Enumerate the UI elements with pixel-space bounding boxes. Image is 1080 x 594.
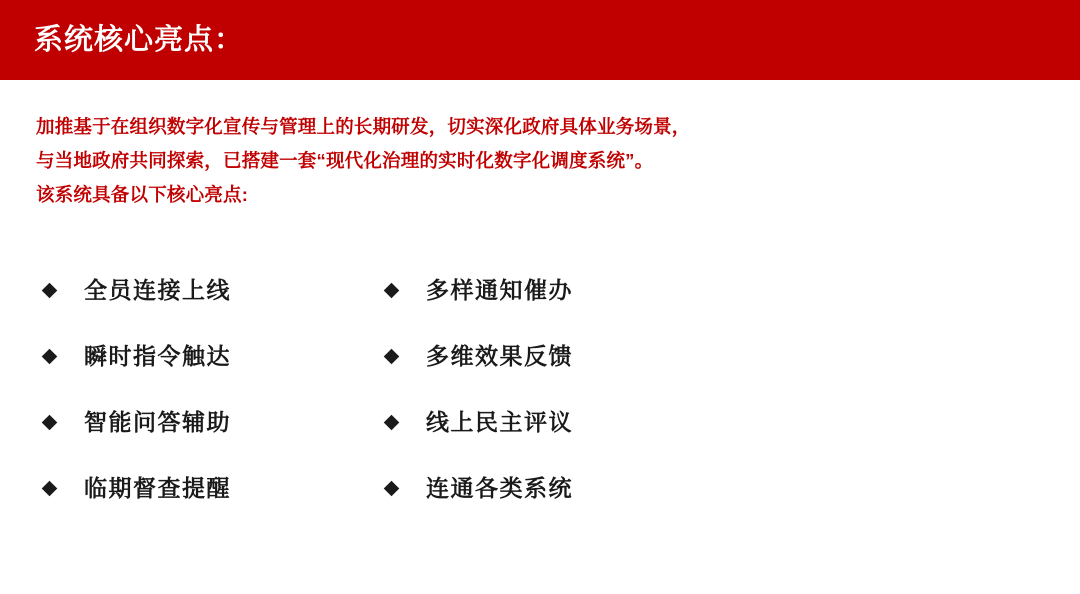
intro-line-1: 加推基于在组织数字化宣传与管理上的长期研发，切实深化政府具体业务场景， [36, 116, 691, 137]
list-item [378, 258, 708, 324]
diamond-bullet-icon [42, 481, 58, 497]
list-item-label: 线上民主评议 [426, 409, 573, 436]
diamond-bullet-icon [42, 349, 58, 365]
list-item-label: 智能问答辅助 [84, 409, 231, 436]
diamond-bullet-icon [384, 349, 400, 365]
list-item-label: 全员连接上线 [84, 277, 231, 304]
list-item [378, 390, 708, 456]
intro-line-3: 该系统具备以下核心亮点: [36, 184, 249, 205]
list-item-label: 瞬时指令触达 [84, 343, 231, 370]
header-banner [0, 0, 1080, 80]
list-item [378, 324, 708, 390]
list-item [36, 258, 366, 324]
intro-line-2: 与当地政府共同探索，已搭建一套“现代化治理的实时化数字化调度系统”。 [36, 150, 654, 171]
diamond-bullet-icon [42, 283, 58, 299]
list-item-label: 多样通知催办 [426, 277, 573, 304]
diamond-bullet-icon [384, 283, 400, 299]
list-item [36, 390, 366, 456]
page-title: 系统核心亮点： [34, 23, 245, 56]
intro-paragraph [36, 110, 1036, 212]
list-item [378, 456, 708, 522]
highlights-list [36, 258, 856, 522]
diamond-bullet-icon [384, 415, 400, 431]
list-item [36, 456, 366, 522]
diamond-bullet-icon [42, 415, 58, 431]
list-item-label: 临期督查提醒 [84, 475, 231, 502]
diamond-bullet-icon [384, 481, 400, 497]
list-item-label: 连通各类系统 [426, 475, 573, 502]
list-item [36, 324, 366, 390]
list-item-label: 多维效果反馈 [426, 343, 573, 370]
